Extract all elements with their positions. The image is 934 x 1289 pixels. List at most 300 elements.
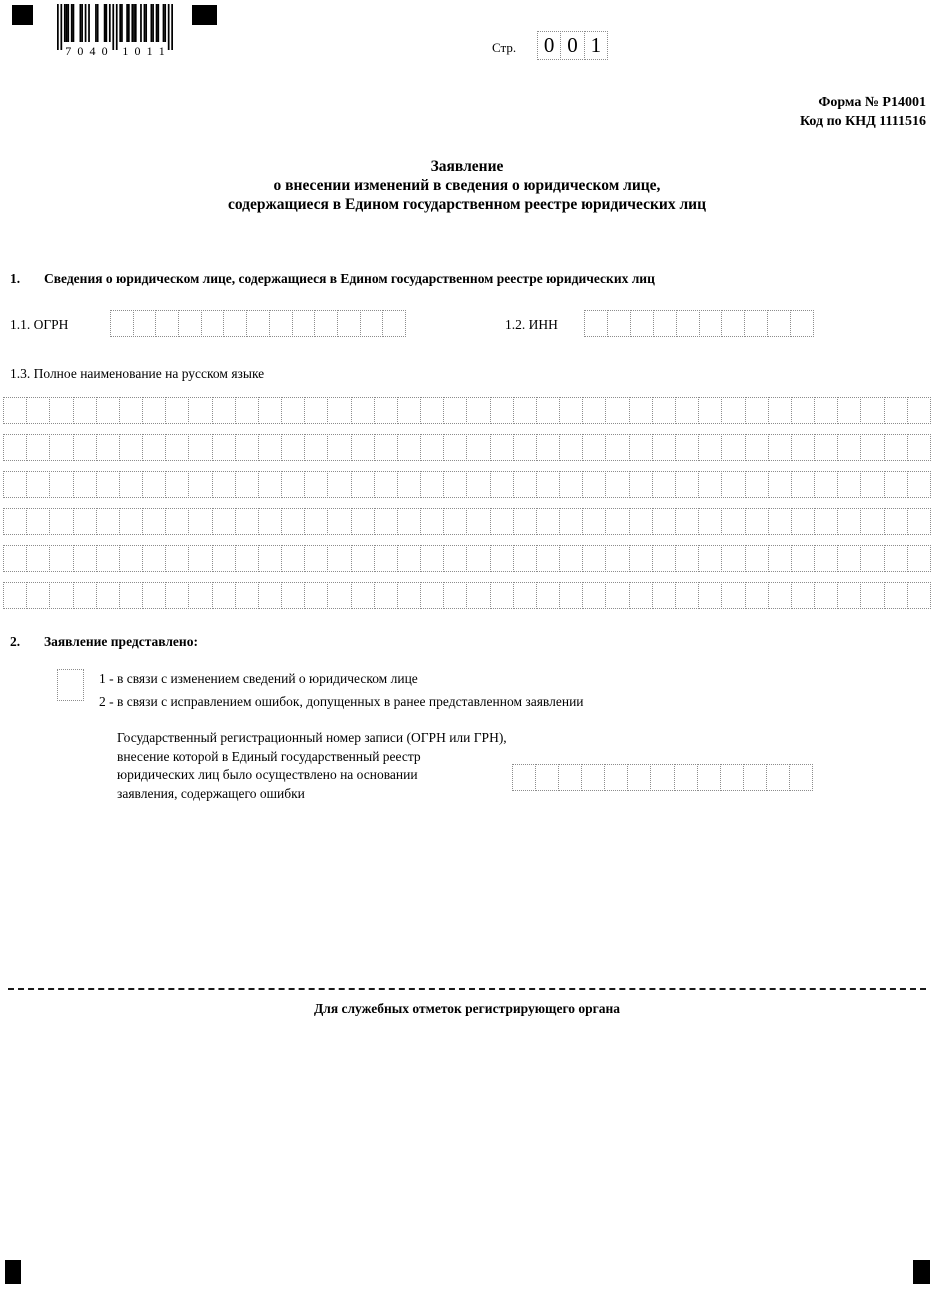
input-cell [327, 582, 351, 609]
input-cell [73, 471, 97, 498]
input-cell [281, 397, 305, 424]
grn-note-line: юридических лиц было осуществлено на основании [117, 767, 418, 782]
input-cell [884, 471, 908, 498]
svg-text:1: 1 [146, 44, 153, 57]
input-cell [791, 582, 815, 609]
input-cell [3, 434, 27, 461]
input-cell [178, 310, 202, 337]
input-cell [789, 764, 813, 791]
input-cell [721, 471, 745, 498]
input-cell [351, 582, 375, 609]
svg-text:4: 4 [89, 44, 96, 57]
input-cell [110, 310, 134, 337]
input-cell [420, 508, 444, 535]
svg-text:1: 1 [158, 44, 165, 57]
input-cell [26, 508, 50, 535]
input-cell [49, 582, 73, 609]
input-cell [698, 545, 722, 572]
input-cell [420, 434, 444, 461]
input-cell [420, 545, 444, 572]
input-cell [165, 582, 189, 609]
input-cell [133, 310, 157, 337]
input-cell [721, 397, 745, 424]
input-cell [382, 310, 406, 337]
input-cell [49, 471, 73, 498]
input-cell [650, 764, 674, 791]
input-cell [327, 508, 351, 535]
print-mark-square [913, 1260, 930, 1284]
input-cell [96, 434, 120, 461]
input-cell [327, 397, 351, 424]
input-cell [629, 471, 653, 498]
input-cell [269, 310, 293, 337]
full-name-grid-row [3, 582, 931, 609]
input-cell [860, 545, 884, 572]
input-cell [837, 471, 861, 498]
grn-note-line: заявления, содержащего ошибки [117, 785, 305, 801]
input-cell [535, 764, 559, 791]
input-cell [212, 582, 236, 609]
input-cell [513, 434, 537, 461]
input-cell [351, 471, 375, 498]
input-cell [605, 545, 629, 572]
input-cell [360, 310, 384, 337]
input-cell: 0 [537, 31, 561, 60]
input-cell [223, 310, 247, 337]
input-cell [443, 545, 467, 572]
input-cell [281, 545, 305, 572]
input-cell [443, 582, 467, 609]
input-cell [96, 582, 120, 609]
submission-reason-checkbox [57, 669, 84, 701]
form-header [800, 93, 926, 131]
input-cell [675, 397, 699, 424]
input-cell [745, 471, 769, 498]
input-cell [374, 471, 398, 498]
input-cell [96, 471, 120, 498]
input-cell [96, 545, 120, 572]
input-cell [884, 508, 908, 535]
input-cell [49, 434, 73, 461]
input-cell [212, 508, 236, 535]
input-cell [767, 310, 791, 337]
input-cell [235, 582, 259, 609]
svg-text:0: 0 [134, 44, 141, 57]
input-cell [860, 582, 884, 609]
input-cell [490, 434, 514, 461]
input-cell [814, 397, 838, 424]
input-cell [142, 582, 166, 609]
input-cell [698, 582, 722, 609]
input-cell [281, 471, 305, 498]
input-cell [165, 434, 189, 461]
knd-code: Код по КНД 1111516 [799, 114, 926, 129]
input-cell [536, 582, 560, 609]
input-cell [26, 434, 50, 461]
input-cell [304, 545, 328, 572]
section2-heading: Заявление представлено: [44, 634, 198, 649]
input-cell [119, 508, 143, 535]
input-cell [420, 471, 444, 498]
input-cell [235, 508, 259, 535]
input-cell [351, 434, 375, 461]
barcode [57, 4, 173, 57]
input-cell [304, 582, 328, 609]
input-cell [721, 582, 745, 609]
input-cell [837, 582, 861, 609]
input-cell [860, 508, 884, 535]
input-cell [490, 582, 514, 609]
input-cell [744, 310, 768, 337]
input-cell [304, 471, 328, 498]
print-mark-square [12, 5, 33, 25]
input-cell [791, 471, 815, 498]
input-cell [582, 397, 606, 424]
svg-text:0: 0 [77, 44, 84, 57]
input-cell [675, 582, 699, 609]
input-cell [292, 310, 316, 337]
input-cell [837, 545, 861, 572]
input-cell [3, 397, 27, 424]
grn-note [117, 729, 507, 803]
input-cell [397, 582, 421, 609]
input-cell [327, 545, 351, 572]
input-cell [698, 508, 722, 535]
input-cell [212, 397, 236, 424]
input-cell [374, 434, 398, 461]
input-cell [698, 434, 722, 461]
input-cell [536, 471, 560, 498]
form-title-line: содержащиеся в Едином государственном реестре юридических лиц [228, 196, 706, 213]
input-cell [119, 545, 143, 572]
input-cell [837, 397, 861, 424]
input-cell [3, 508, 27, 535]
input-cell [698, 397, 722, 424]
input-cell [768, 545, 792, 572]
input-cell [73, 545, 97, 572]
input-cell [675, 508, 699, 535]
input-cell [814, 582, 838, 609]
input-cell [884, 582, 908, 609]
input-cell [165, 471, 189, 498]
input-cell [142, 545, 166, 572]
input-cell [212, 545, 236, 572]
input-cell [155, 310, 179, 337]
input-cell [536, 434, 560, 461]
option-2: 2 - в связи с исправлением ошибок, допущенных в ранее представленном заявлении [99, 694, 584, 709]
input-cell [374, 545, 398, 572]
input-cell [652, 508, 676, 535]
full-name-grid-row [3, 471, 931, 498]
input-cell [258, 545, 282, 572]
input-cell [814, 545, 838, 572]
input-cell [374, 508, 398, 535]
input-cell [351, 545, 375, 572]
input-cell [721, 508, 745, 535]
input-cell [607, 310, 631, 337]
input-cell [605, 434, 629, 461]
input-cell [246, 310, 270, 337]
input-cell [745, 545, 769, 572]
input-cell [652, 545, 676, 572]
input-cell [165, 508, 189, 535]
input-cell [281, 508, 305, 535]
input-cell [721, 434, 745, 461]
input-cell [652, 471, 676, 498]
input-cell [675, 434, 699, 461]
input-cell [304, 397, 328, 424]
input-cell [837, 434, 861, 461]
input-cell [791, 545, 815, 572]
input-cell [907, 545, 931, 572]
input-cell [768, 434, 792, 461]
input-cell [304, 434, 328, 461]
input-cell [768, 471, 792, 498]
input-cell [513, 508, 537, 535]
section2-number: 2. [10, 634, 21, 649]
input-cell [3, 582, 27, 609]
form-title-line: о внесении изменений в сведения о юридическом лице, [273, 177, 661, 194]
input-cell [604, 764, 628, 791]
input-cell [490, 471, 514, 498]
input-cell [142, 434, 166, 461]
input-cell [119, 434, 143, 461]
input-cell [258, 397, 282, 424]
input-cell [258, 471, 282, 498]
input-cell [466, 545, 490, 572]
input-cell [768, 397, 792, 424]
input-cell [443, 508, 467, 535]
input-cell [721, 545, 745, 572]
input-cell [212, 434, 236, 461]
input-cell [374, 582, 398, 609]
input-cell [96, 397, 120, 424]
input-cell [420, 582, 444, 609]
input-cell [165, 397, 189, 424]
input-cell [96, 508, 120, 535]
input-cell [466, 582, 490, 609]
input-cell [258, 582, 282, 609]
print-mark-square [5, 1260, 21, 1284]
input-cell [235, 471, 259, 498]
input-cell [304, 508, 328, 535]
input-cell [443, 397, 467, 424]
input-cell: 1 [584, 31, 608, 60]
input-cell [675, 471, 699, 498]
input-cell [314, 310, 338, 337]
full-name-grid-row [3, 434, 931, 461]
input-cell [73, 508, 97, 535]
section1-number: 1. [10, 271, 21, 286]
input-cell [860, 471, 884, 498]
input-cell [582, 545, 606, 572]
input-cell [397, 397, 421, 424]
input-cell [73, 434, 97, 461]
input-cell [860, 397, 884, 424]
section1-heading: Сведения о юридическом лице, содержащиеся в Едином государственном реестре юридических лиц [44, 271, 655, 286]
input-cell [513, 582, 537, 609]
input-cell [258, 434, 282, 461]
input-cell [907, 471, 931, 498]
input-cell [281, 434, 305, 461]
inn-input-grid [584, 310, 814, 337]
grn-note-line: внесение которой в Единый государственный реестр [117, 748, 421, 764]
ogrn-input-grid [110, 310, 406, 337]
input-cell [281, 582, 305, 609]
input-cell [49, 397, 73, 424]
input-cell [188, 582, 212, 609]
input-cell [653, 310, 677, 337]
input-cell [907, 582, 931, 609]
page-number-cells [537, 31, 608, 60]
page-number-label: Стр. [492, 40, 517, 55]
input-cell [698, 471, 722, 498]
form-title [0, 157, 934, 214]
input-cell [814, 508, 838, 535]
input-cell [559, 471, 583, 498]
input-cell [697, 764, 721, 791]
print-mark-square [192, 5, 217, 25]
input-cell [188, 434, 212, 461]
input-cell [743, 764, 767, 791]
input-cell: 0 [560, 31, 584, 60]
input-cell [188, 471, 212, 498]
input-cell [490, 508, 514, 535]
input-cell [907, 434, 931, 461]
input-cell [490, 397, 514, 424]
input-cell [721, 310, 745, 337]
input-cell [768, 582, 792, 609]
input-cell [327, 434, 351, 461]
input-cell [26, 471, 50, 498]
input-cell [119, 471, 143, 498]
input-cell [884, 545, 908, 572]
input-cell [201, 310, 225, 337]
input-cell [49, 545, 73, 572]
input-cell [559, 397, 583, 424]
input-cell [766, 764, 790, 791]
service-marks-divider [8, 988, 926, 990]
grn-input-grid [512, 764, 813, 791]
input-cell [745, 434, 769, 461]
input-cell [258, 508, 282, 535]
input-cell [512, 764, 536, 791]
input-cell [745, 508, 769, 535]
input-cell [513, 397, 537, 424]
input-cell [374, 397, 398, 424]
full-name-label: 1.3. Полное наименование на русском языке [10, 366, 265, 381]
input-cell [559, 434, 583, 461]
input-cell [142, 397, 166, 424]
input-cell [791, 397, 815, 424]
input-cell [745, 582, 769, 609]
input-cell [675, 545, 699, 572]
input-cell [605, 397, 629, 424]
input-cell [814, 471, 838, 498]
input-cell [627, 764, 651, 791]
input-cell [397, 434, 421, 461]
input-cell [235, 397, 259, 424]
submission-reason-options [99, 667, 584, 713]
input-cell [907, 397, 931, 424]
input-cell [466, 434, 490, 461]
input-cell [605, 508, 629, 535]
full-name-grid-row [3, 508, 931, 535]
input-cell [581, 764, 605, 791]
input-cell [791, 508, 815, 535]
svg-text:1: 1 [122, 44, 129, 57]
svg-text:7: 7 [65, 44, 72, 57]
input-cell [142, 508, 166, 535]
input-cell [605, 582, 629, 609]
input-cell [26, 397, 50, 424]
input-cell [73, 582, 97, 609]
input-cell [188, 397, 212, 424]
input-cell [443, 471, 467, 498]
input-cell [26, 582, 50, 609]
input-cell [327, 471, 351, 498]
input-cell [142, 471, 166, 498]
input-cell [584, 310, 608, 337]
input-cell [397, 545, 421, 572]
ogrn-label: 1.1. ОГРН [10, 317, 69, 332]
input-cell [629, 545, 653, 572]
input-cell [720, 764, 744, 791]
input-cell [676, 310, 700, 337]
input-cell [188, 508, 212, 535]
input-cell [629, 508, 653, 535]
input-cell [212, 471, 236, 498]
input-cell [884, 397, 908, 424]
input-cell [235, 434, 259, 461]
input-cell [884, 434, 908, 461]
input-cell [466, 397, 490, 424]
input-cell [582, 508, 606, 535]
input-cell [466, 471, 490, 498]
input-cell [443, 434, 467, 461]
input-cell [791, 434, 815, 461]
input-cell [351, 397, 375, 424]
input-cell [652, 397, 676, 424]
input-cell [837, 508, 861, 535]
input-cell [119, 397, 143, 424]
input-cell [745, 397, 769, 424]
input-cell [119, 582, 143, 609]
input-cell [466, 508, 490, 535]
input-cell [73, 397, 97, 424]
input-cell [790, 310, 814, 337]
input-cell [188, 545, 212, 572]
input-cell [582, 434, 606, 461]
input-cell [536, 508, 560, 535]
input-cell [630, 310, 654, 337]
input-cell [513, 545, 537, 572]
input-cell [582, 471, 606, 498]
input-cell [3, 471, 27, 498]
full-name-input-grid [3, 397, 931, 619]
input-cell [652, 582, 676, 609]
input-cell [629, 582, 653, 609]
input-cell [652, 434, 676, 461]
input-cell [559, 508, 583, 535]
input-cell [814, 434, 838, 461]
input-cell [513, 471, 537, 498]
input-cell [629, 434, 653, 461]
input-cell [559, 582, 583, 609]
input-cell [907, 508, 931, 535]
svg-text:0: 0 [101, 44, 108, 57]
input-cell [235, 545, 259, 572]
